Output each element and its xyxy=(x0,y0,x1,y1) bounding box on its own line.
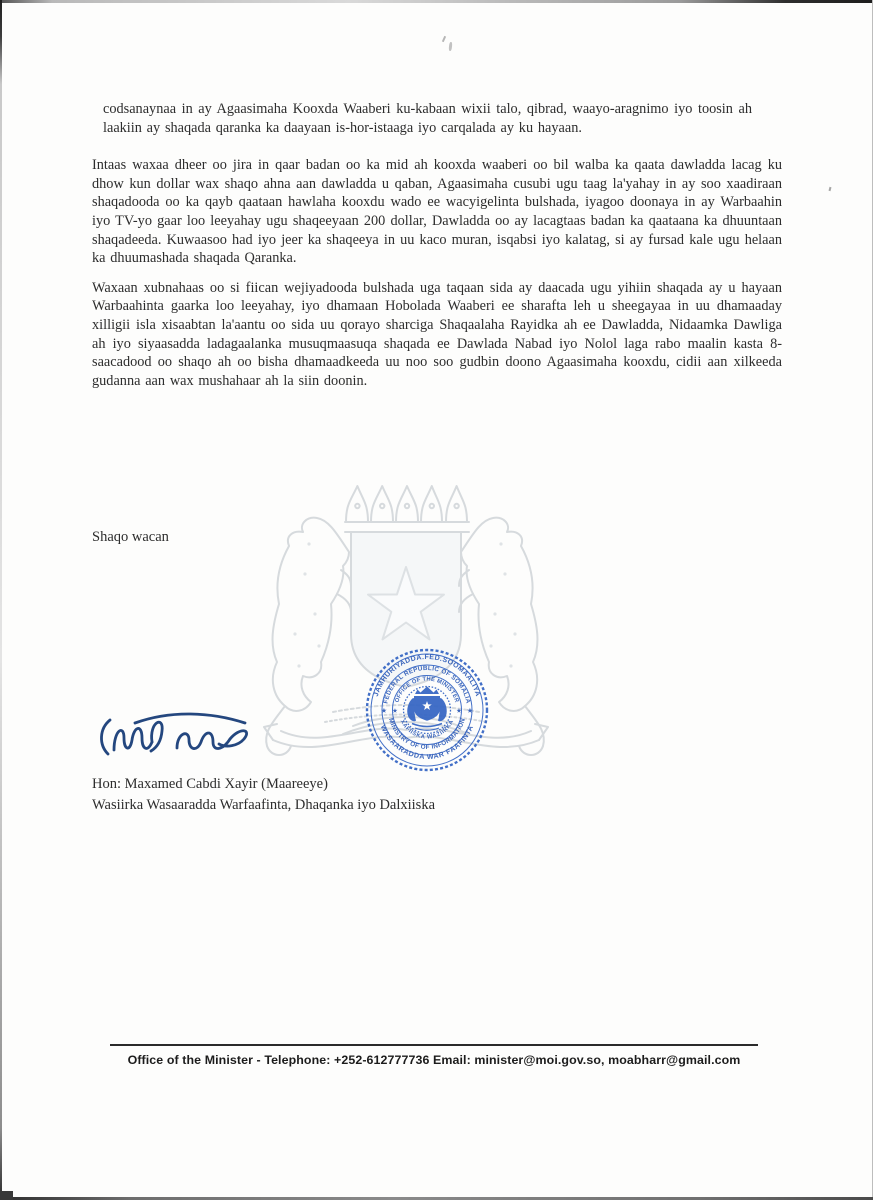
stamp-star-icon: ★ xyxy=(392,708,398,715)
closing-salutation: Shaqo wacan xyxy=(92,529,169,545)
stamp-emblem xyxy=(407,687,447,731)
letter-body xyxy=(92,100,782,390)
scan-edge-artifact xyxy=(0,0,873,3)
stamp-inner-bottom-text: XAFIISKA WAZIIRKA xyxy=(398,718,456,741)
stamp-star-icon: ★ xyxy=(381,707,387,715)
stamp-mid-bottom-text: MINISTRY OF OF INFORMATION xyxy=(387,717,467,752)
stamp-mid-top-text: FEDERAL REPUBLIC OF SOMALIA xyxy=(382,664,472,705)
footer-contact-text: Office of the Minister - Telephone: +252-612777736 Email: minister@moi.gov.so, moabharr@gmail.com xyxy=(127,1053,741,1067)
body-paragraph: codsanaynaa in ay Agaasimaha Kooxda Waaberi ku-kabaan wixii talo, qibrad, waayo-aragnimo iyo toosin ah laakiin ay shaqada qaranka ka daayaan is-hor-istaaga iyo carqalada ay ku hayaan. xyxy=(103,101,752,136)
body-paragraph: Waxaan xubnahaas oo si fiican wejiyadooda bulshada uga taqaan sida ay daacada ugu yihiin shaqada ay u hayaan Warbaahinta gaarka loo leeyahay, iyo dhamaan Hobolada Waaberi ee sharafta leh u sheegayaa in uu dhamaaday xilligii isla xisaabtan la'aantu oo sida uu qorayo sharciga Shaqaalaha Rayidka ah ee Dawladda, Nidaamka Dawliga ah iyo siyaasadda ladagaalanka musuqmaasuqa shaqada ee Dawlada Nabad iyo Nolol laga rabo maalin kasta 8-saacadood oo shaqo ah oo bisha dhamaadkeeda uu noo soo gudbin doono Agaasimaha kooxdu, cidii aan xilkeeda gudanna aan wax mushahaar ah la siin doonin. xyxy=(92,279,782,389)
signatory-block xyxy=(92,774,435,816)
scan-edge-artifact xyxy=(0,0,2,1200)
scan-speck-artifact xyxy=(449,42,453,51)
stamp-star-icon: ★ xyxy=(456,708,462,715)
signature-ink xyxy=(93,698,265,772)
signatory-title: Wasiirka Wasaaradda Warfaafinta, Dhaqanka iyo Dalxiiska xyxy=(92,796,436,813)
ministry-seal-stamp xyxy=(355,646,499,774)
stamp-star-icon: ★ xyxy=(467,707,473,715)
scan-corner-artifact xyxy=(0,1191,13,1200)
letter-footer xyxy=(110,1044,758,1069)
stamp-inner-top-text: OFFICE OF THE MINISTER xyxy=(394,676,460,704)
signatory-name: Hon: Maxamed Cabdi Xayir (Maareeye) xyxy=(92,776,328,792)
body-paragraph: Intaas waxaa dheer oo jira in qaar badan oo ka mid ah kooxda waaberi oo bil walba ka qaata dawladda lacag ku dhow kun dollar wax shaqo ahna aan dawladda u qaban, Agaasimaha cusubi ugu taag la'yahay in ay soo xaadiraan shaqadooda oo ka qayb qaataan hawlaha kooxdu wado ee wacyigelinta bulshada, iyagoo doonaya in ay Warbaahin iyo TV-yo gaar loo leeyahay ugu shaqeeyaan 200 dollar, Dawladda oo ay lacagtaas badan ka qaataana ka dhuuntaan shaqadeeda. Kuwaasoo had iyo jeer ka shaqeeya in uu kaco muran, isqabsi iyo kalatag, si ay fursad kale ugu helaan ka dhuumashada shaqada Qaranka. xyxy=(92,157,782,267)
stamp-outer-top-text: JAMHURIYADDA.FED.SOOMAALIYA xyxy=(371,652,483,698)
stamp-outer-bottom-text: WASAARADDA WAR FAAFINTA xyxy=(378,723,476,762)
scan-speck-artifact xyxy=(442,36,446,42)
scan-speck-artifact xyxy=(829,187,832,191)
